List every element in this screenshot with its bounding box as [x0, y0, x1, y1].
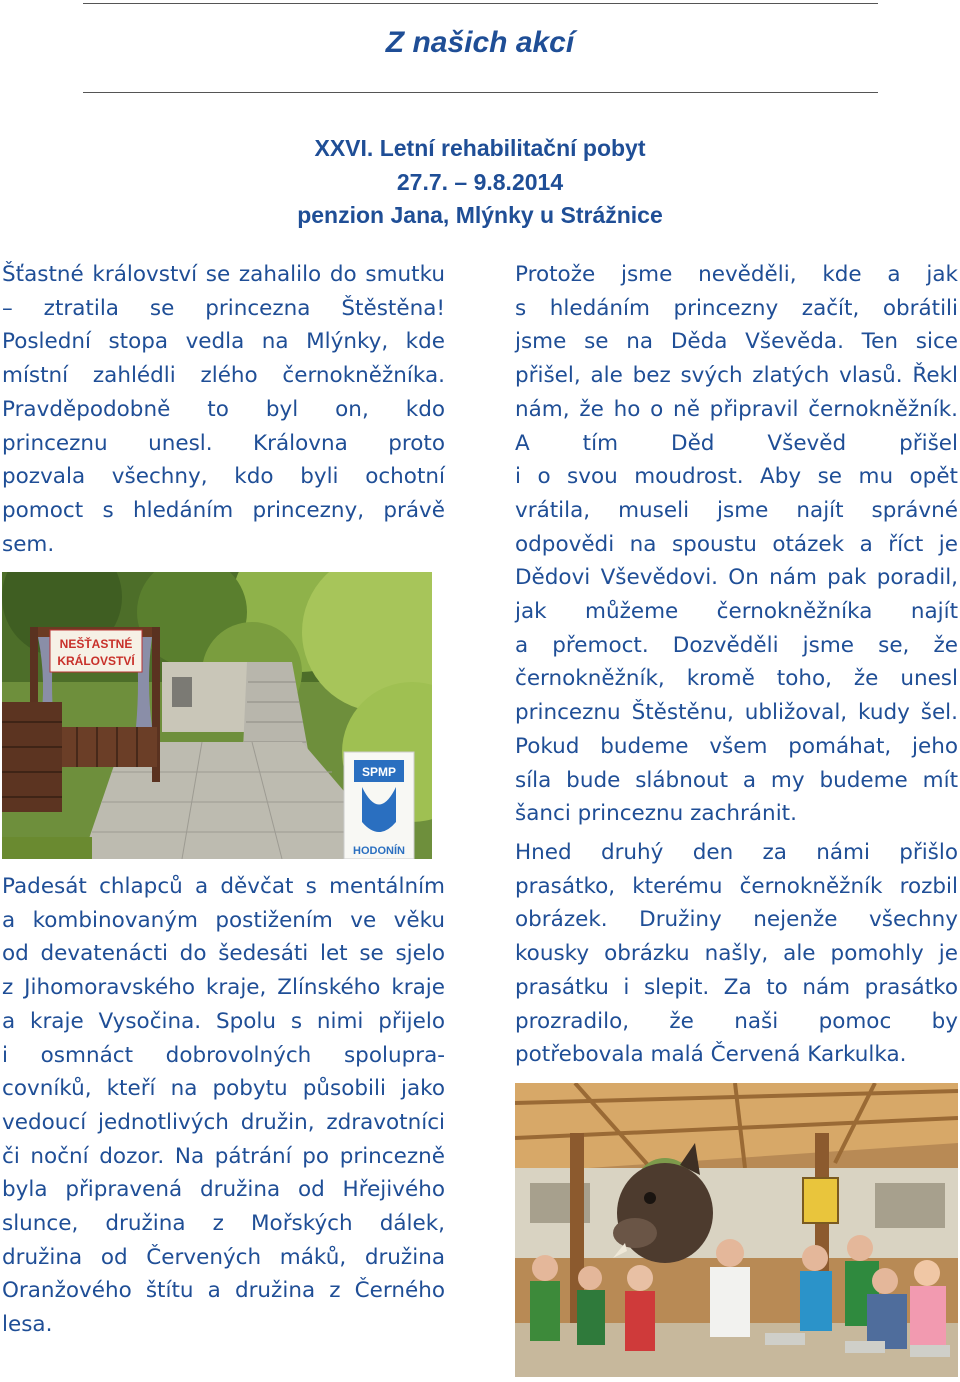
- sign-line2: KRÁLOVSTVÍ: [57, 654, 135, 668]
- kingdom-gate-illustration: [2, 572, 432, 859]
- section-title: Z našich akcí: [385, 26, 575, 59]
- right-paragraph-1: Protože jsme nevěděli, kde a jak s hledáním princezny začít, obrátili jsme se na Děda Vševěda. Ten sice přišel, ale bez svých zlatých vlasů. Řekl nám, že ho o ně připravil černokněžník. A tím Děd Vševěd přišel i o svou moudrost. Aby se mu opět vrátila, museli jsme najít správné odpovědi na spoustu otázek a říct je Dědovi Vševědovi. On nám pak poradil, jak můžeme černokněžníka najít a přemoct. Dozvěděli jsme se, že černokněžník, kromě toho, že unesl princeznu Štěstěnu, ubližoval, kudy šel. Pokud budeme všem pomáhat, jeho síla bude slábnout a my budeme mít šanci princeznu zachránit.: [515, 262, 958, 827]
- left-participants: Padesát chlapců a děvčat s mentálním a kombinovaným postižením ve věku od devatenácti do šedesáti let se sjelo z Jihomoravského kraje, Zlínského kraje a kraje Vysočina. Spolu s nimi přijelo i osmnáct dobrovolných spolupra- covníků, kteří na pobytu působili jako vedoucí jednotlivých družin, zdravotníci či noční dozor. Na pátrání po princezně byla připravená družina od Hřejivého slunce, družina z Mořských dálek, družina od Červených máků, družina Oranžového štítu a družina z Černého lesa.: [2, 874, 445, 1338]
- title-rule: [83, 92, 878, 93]
- photo-kingdom-gate: [2, 572, 432, 859]
- top-rule: [83, 3, 878, 4]
- banner-sub: HODONÍN: [353, 845, 405, 857]
- pavilion-illustration: [515, 1083, 958, 1377]
- sign-line1: NEŠŤASTNÉ: [59, 637, 133, 651]
- photo-pavilion-boar: [515, 1083, 958, 1377]
- event-dates: 27.7. – 9.8.2014: [396, 169, 564, 195]
- right-paragraph-2: Hned druhý den za námi přišlo prasátko, kterému černokněžník rozbil obrázek. Družiny nejenže všechny kousky obrázku našly, ale pomohly je prasátku i slepit. Za to nám prasátko prozradilo, že naši pomoc by potřebovala malá Červená Karkulka.: [515, 840, 958, 1068]
- event-title: XXVI. Letní rehabilitační pobyt: [314, 135, 646, 161]
- banner-logo: SPMP: [361, 765, 397, 779]
- left-intro: Šťastné království se zahalilo do smutku – ztratila se princezna Štěstěna! Poslední stopa vedla na Mlýnky, kde místní zahlédli zlého černokněžníka. Pravděpodobně to byl on, kdo princeznu unesl. Královna proto pozvala všechny, kdo byli ochotní pomoct s hledáním princezny, právě sem.: [2, 262, 445, 557]
- event-place: penzion Jana, Mlýnky u Strážnice: [297, 202, 663, 228]
